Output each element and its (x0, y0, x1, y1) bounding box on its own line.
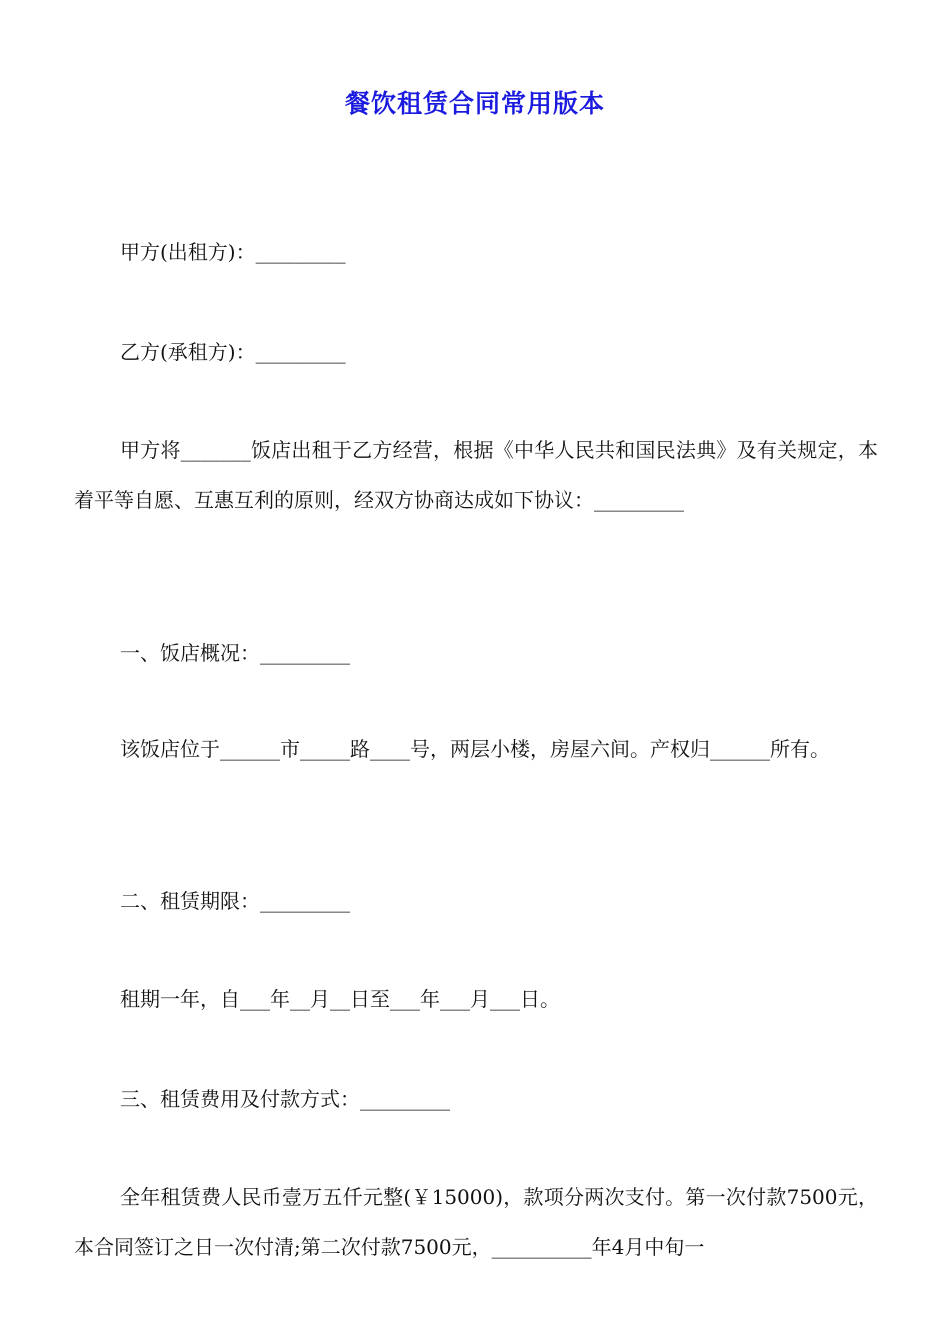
party-a-line: 甲方(出租方)：_________ (120, 240, 346, 264)
party-b-line: 乙方(承租方)：_________ (120, 340, 346, 364)
section-2-body: 租期一年，自___年__月__日至___年___月___日。 (120, 987, 560, 1011)
preamble-paragraph: 甲方将_______饭店出租于乙方经营，根据《中华人民共和国民法典》及有关规定，本着平等自愿、互惠互利的原则，经双方协商达成如下协议：_________ (74, 438, 878, 512)
section-1-body: 该饭店位于______市_____路____号，两层小楼，房屋六间。产权归______所有。 (120, 737, 830, 761)
document-title: 餐饮租赁合同常用版本 (344, 89, 605, 118)
section-3-body: 全年租赁费人民币壹万五仟元整(￥15000)，款项分两次支付。第一次付款7500元，本合同签订之日一次付清;第二次付款7500元，__________年4月中旬一 (74, 1185, 878, 1259)
section-1-heading: 一、饭店概况：_________ (120, 641, 350, 665)
section-3-heading: 三、租赁费用及付款方式：_________ (120, 1087, 450, 1111)
section-2-heading: 二、租赁期限：_________ (120, 889, 350, 913)
